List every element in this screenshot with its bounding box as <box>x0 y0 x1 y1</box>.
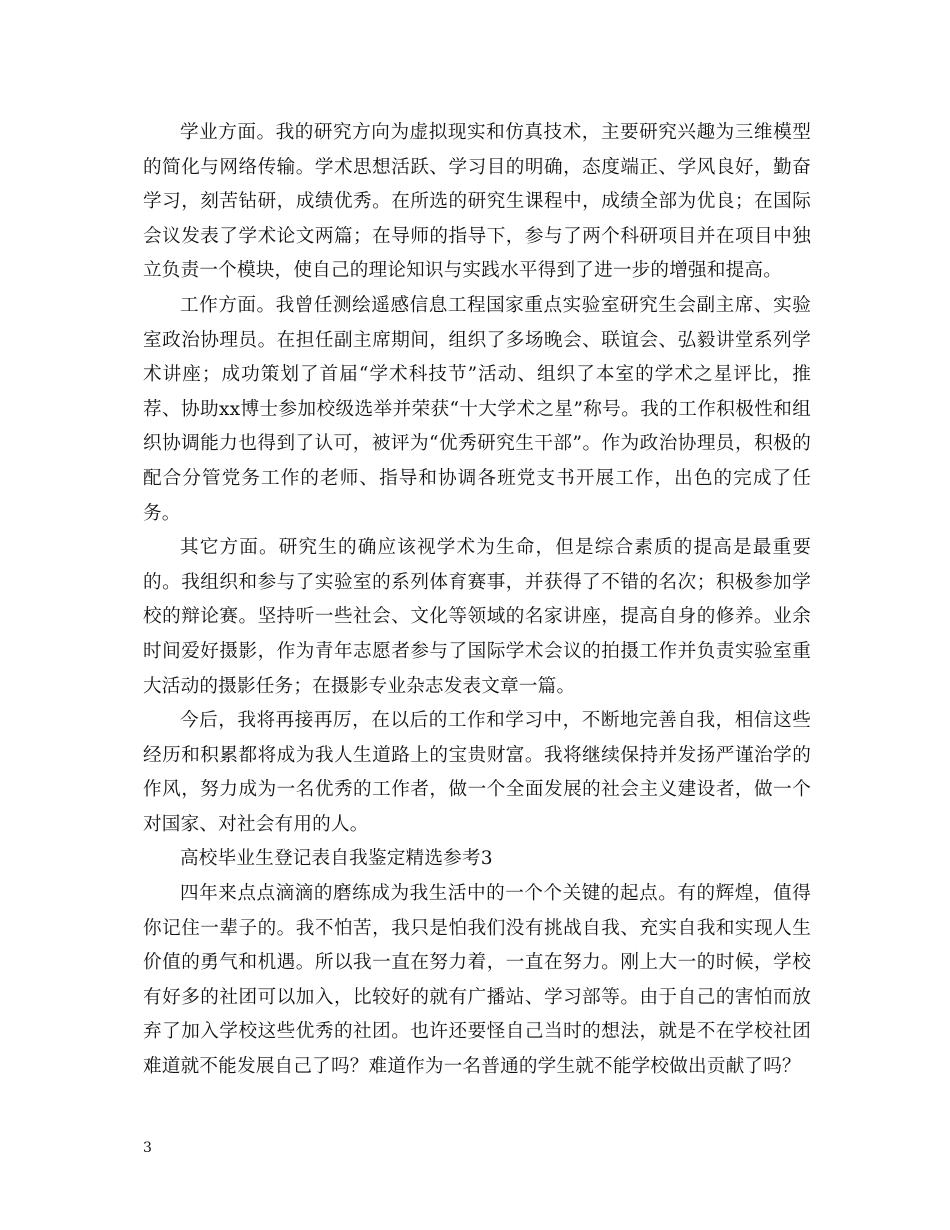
page-number: 3 <box>143 1140 152 1156</box>
paragraph-academic: 学业方面。我的研究方向为虚拟现实和仿真技术，主要研究兴趣为三维模型的简化与网络传输。学术思想活跃、学习目的明确，态度端正、学风良好，勤奋学习，刻苦钻研，成绩优秀。在所选的研究生课程中，成绩全部为优良；在国际会议发表了学术论文两篇；在导师的指导下，参与了两个科研项目并在项目中独立负责一个模块，使自己的理论知识与实践水平得到了进一步的增强和提高。 <box>143 122 811 282</box>
paragraph-future: 今后，我将再接再厉，在以后的工作和学习中，不断地完善自我，相信这些经历和积累都将成为我人生道路上的宝贵财富。我将继续保持并发扬严谨治学的作风，努力成为一名优秀的工作者，做一个全面发展的社会主义建设者，做一个对国家、对社会有用的人。 <box>143 710 811 835</box>
paragraph-four-years: 四年来点点滴滴的磨练成为我生活中的一个个关键的起点。有的辉煌，值得你记住一辈子的。我不怕苦，我只是怕我们没有挑战自我、充实自我和实现人生价值的勇气和机遇。所以我一直在努力着，一直在努力。刚上大一的时候，学校有好多的社团可以加入，比较好的就有广播站、学习部等。由于自己的害怕而放弃了加入学校这些优秀的社团。也许还要怪自己当时的想法，就是不在学校社团难道就不能发展自己了吗？难道作为一名普通的学生就不能学校做出贡献了吗？ <box>143 883 811 1078</box>
paragraph-other: 其它方面。研究生的确应该视学术为生命，但是综合素质的提高是最重要的。我组织和参与了实验室的系列体育赛事，并获得了不错的名次；积极参加学校的辩论赛。坚持听一些社会、文化等领域的名家讲座，提高自身的修养。业余时间爱好摄影，作为青年志愿者参与了国际学术会议的拍摄工作并负责实验室重大活动的摄影任务；在摄影专业杂志发表文章一篇。 <box>143 537 811 697</box>
paragraph-work: 工作方面。我曾任测绘遥感信息工程国家重点实验室研究生会副主席、实验室政治协理员。在担任副主席期间，组织了多场晚会、联谊会、弘毅讲堂系列学术讲座；成功策划了首届“学术科技节”活动、组织了本室的学术之星评比，推荐、协助xx博士参加校级选举并荣获“十大学术之星”称号。我的工作积极性和组织协调能力也得到了认可，被评为“优秀研究生干部”。作为政治协理员，积极的配合分管党务工作的老师、指导和协调各班党支书开展工作，出色的完成了任务。 <box>143 294 811 524</box>
section-heading: 高校毕业生登记表自我鉴定精选参考3 <box>180 848 493 870</box>
document-body <box>143 116 811 1085</box>
